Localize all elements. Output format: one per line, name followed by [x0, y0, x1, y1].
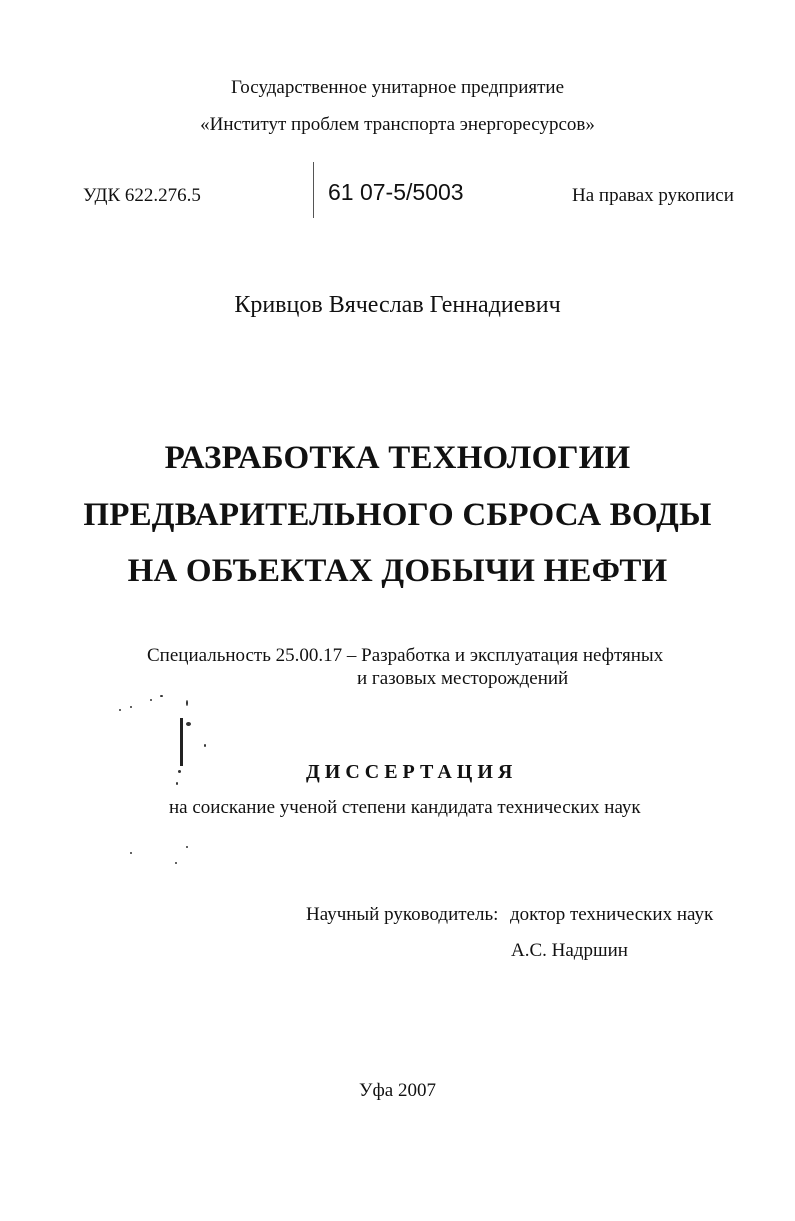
- scan-speck: [186, 700, 188, 706]
- scan-mark: [180, 718, 183, 766]
- supervisor-name: А.С. Надршин: [511, 940, 628, 961]
- city-year: Уфа 2007: [359, 1080, 436, 1101]
- scan-speck: [119, 709, 121, 711]
- organization-line-1: Государственное унитарное предприятие: [230, 77, 565, 98]
- organization-line-2: «Институт проблем транспорта энергоресурсов»: [200, 114, 595, 135]
- title-line-3: НА ОБЪЕКТАХ ДОБЫЧИ НЕФТИ: [127, 553, 668, 589]
- scan-speck: [130, 852, 132, 854]
- manuscript-rights: На правах рукописи: [572, 185, 734, 206]
- scan-speck: [160, 695, 163, 697]
- archive-number: 61 07-5/5003: [328, 179, 464, 205]
- scan-speck: [130, 706, 132, 708]
- udc-code: УДК 622.276.5: [83, 185, 201, 206]
- scan-speck: [186, 722, 191, 726]
- scan-speck: [175, 862, 177, 864]
- work-type: ДИССЕРТАЦИЯ: [306, 761, 518, 783]
- stamp-divider: [313, 162, 314, 218]
- scan-speck: [204, 744, 206, 747]
- supervisor-label: Научный руководитель:: [306, 904, 499, 925]
- scan-speck: [176, 782, 178, 785]
- title-line-2: ПРЕДВАРИТЕЛЬНОГО СБРОСА ВОДЫ: [83, 497, 712, 533]
- scan-speck: [150, 699, 152, 701]
- specialty-line-2: и газовых месторождений: [357, 668, 569, 689]
- supervisor-degree: доктор технических наук: [510, 904, 714, 925]
- scan-speck: [178, 770, 181, 773]
- author-name: Кривцов Вячеслав Геннадиевич: [234, 292, 561, 318]
- specialty-line-1: Специальность 25.00.17 – Разработка и эксплуатация нефтяных: [147, 645, 664, 666]
- title-line-1: РАЗРАБОТКА ТЕХНОЛОГИИ: [164, 440, 631, 476]
- scan-speck: [186, 846, 188, 848]
- degree-line: на соискание ученой степени кандидата технических наук: [169, 797, 641, 818]
